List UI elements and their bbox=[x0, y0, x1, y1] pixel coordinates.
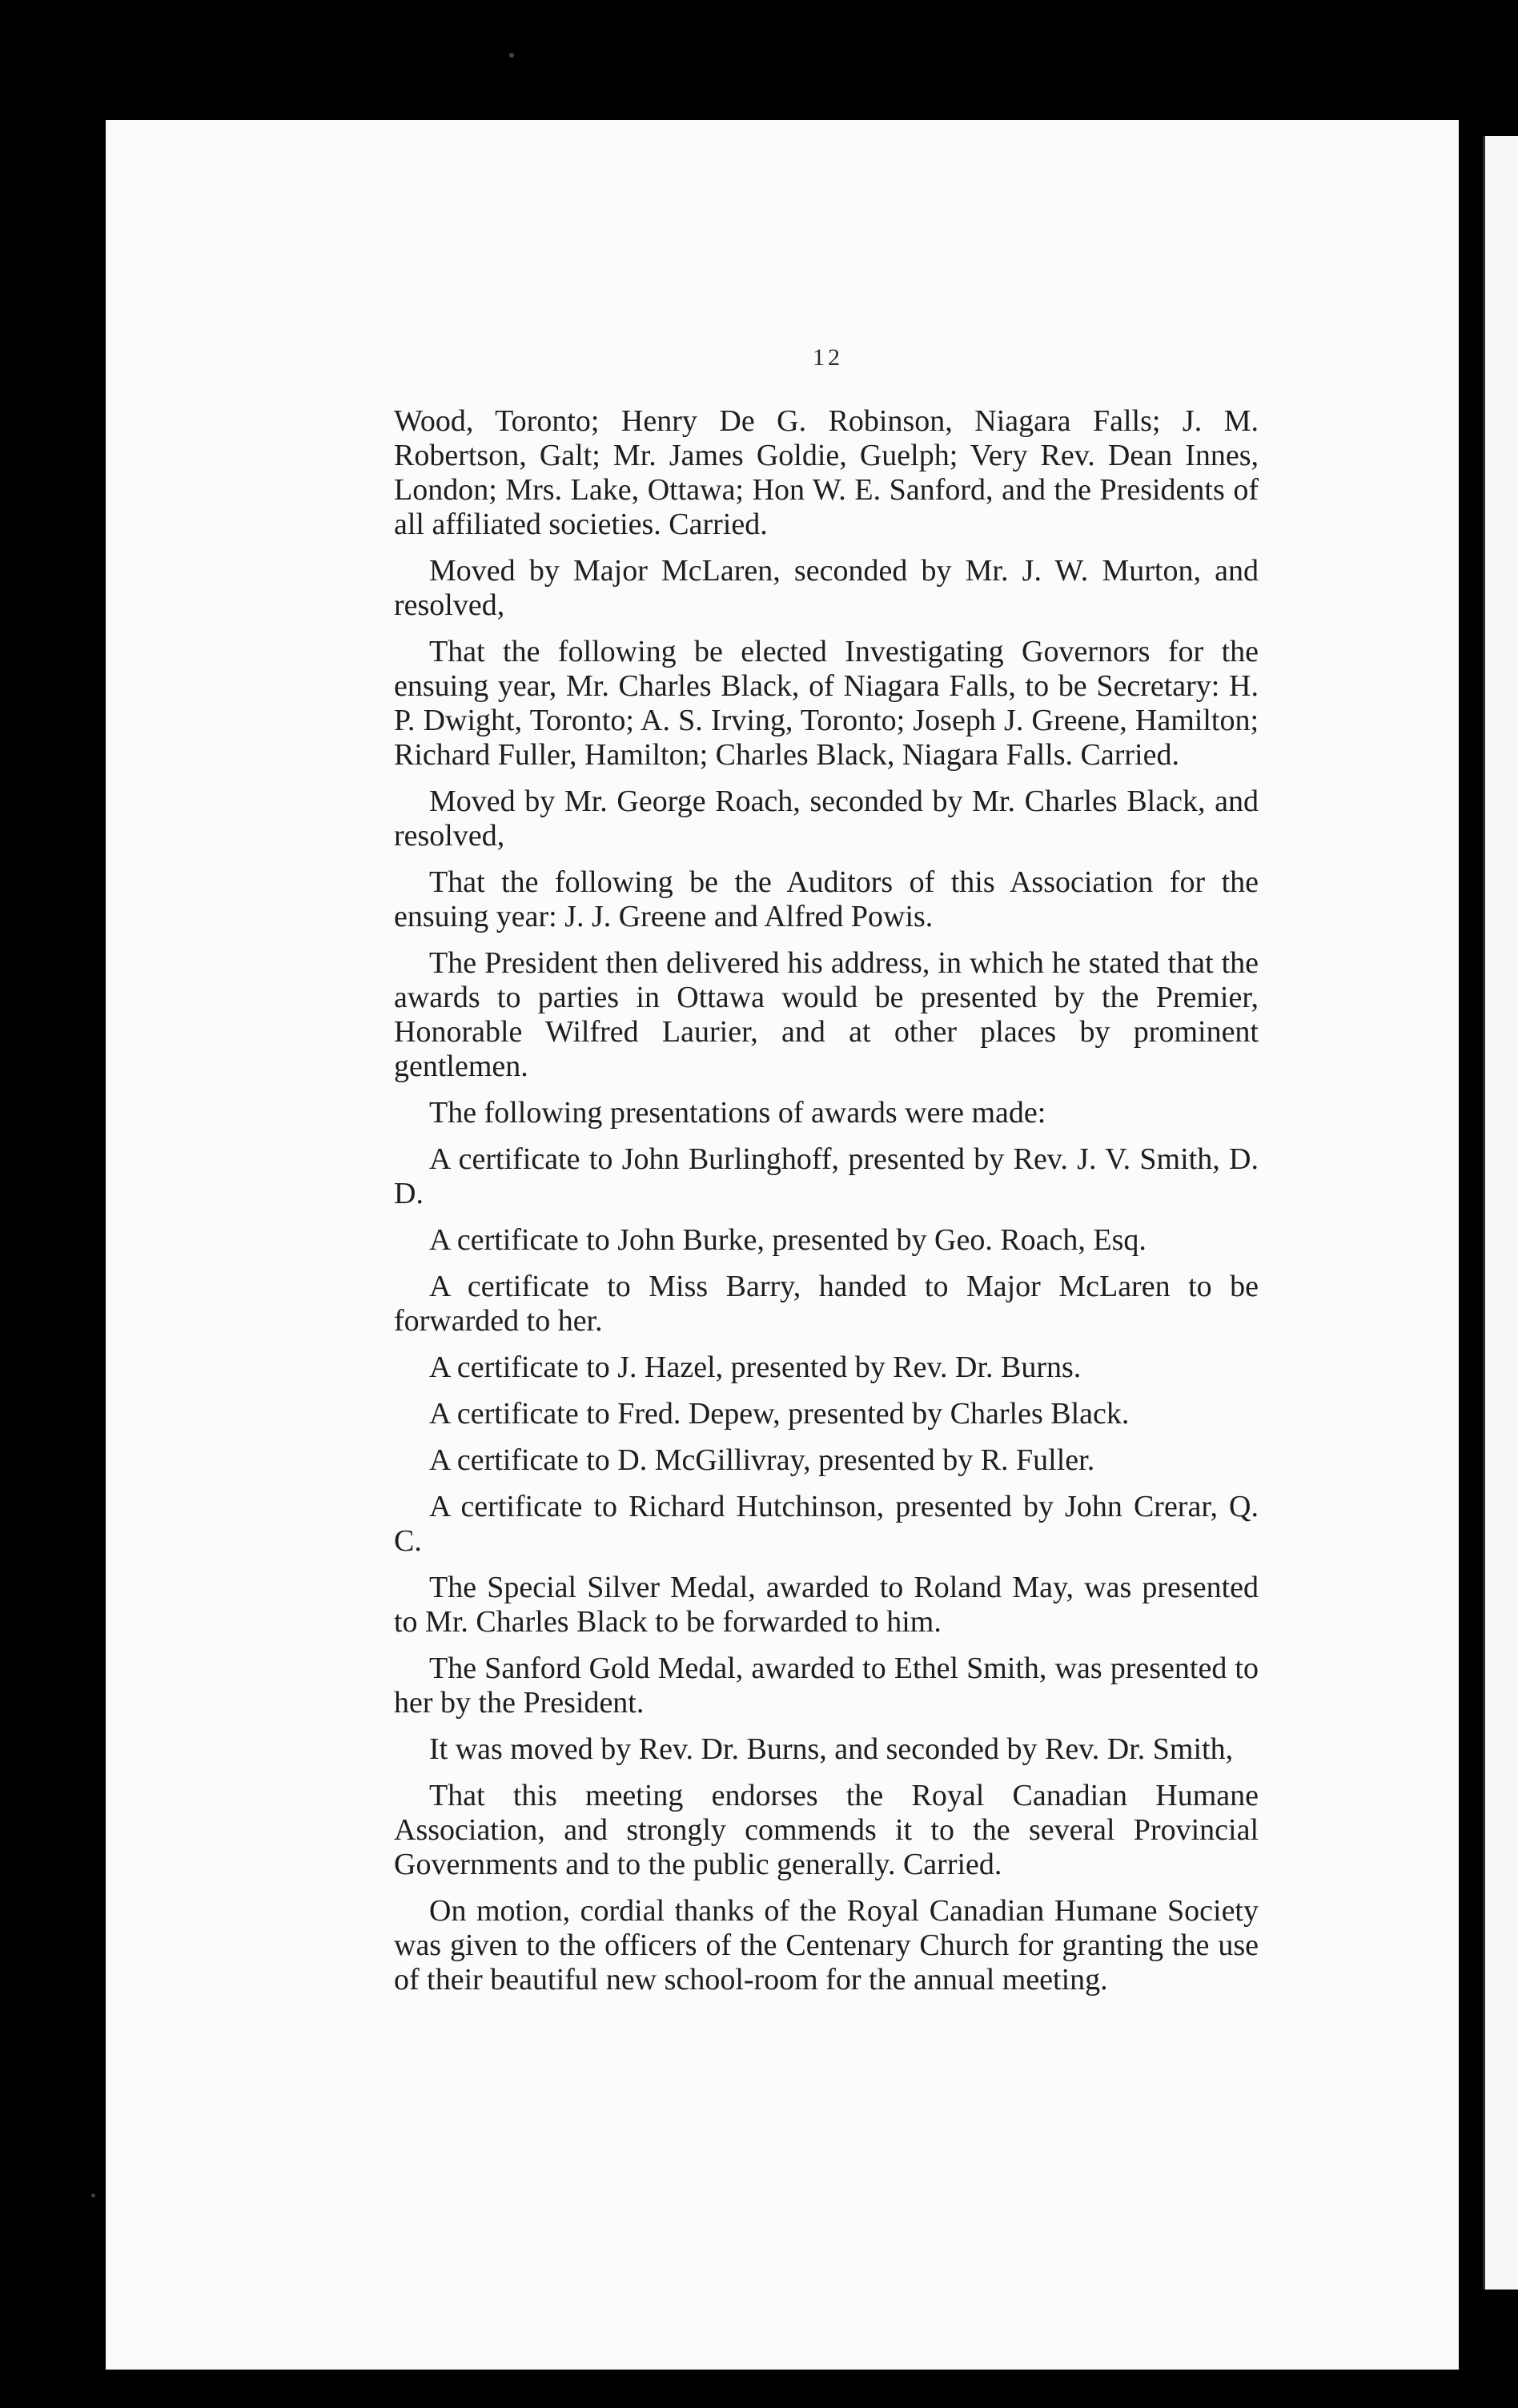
paragraph: A certificate to J. Hazel, presented by Rev. Dr. Burns. bbox=[429, 1350, 1082, 1384]
paragraph: That this meeting endorses the Royal Canadian Humane Association, and strongly commends it to the several Provincial Governments and to the public generally. Carried. bbox=[394, 1779, 1259, 1881]
page-number: 12 bbox=[813, 344, 843, 371]
paragraph: A certificate to John Burke, presented by Geo. Roach, Esq. bbox=[429, 1223, 1147, 1257]
paragraph: A certificate to John Burlinghoff, presented by Rev. J. V. Smith, D. D. bbox=[394, 1142, 1259, 1210]
scan-speck bbox=[509, 53, 514, 58]
paragraph: The following presentations of awards were made: bbox=[429, 1096, 1046, 1130]
paragraph: On motion, cordial thanks of the Royal Canadian Humane Society was given to the officers of the Centenary Church for granting the use of their beautiful new school-room for the annual meeting. bbox=[394, 1894, 1259, 1997]
paragraph: A certificate to Miss Barry, handed to Major McLaren to be forwarded to her. bbox=[394, 1270, 1259, 1338]
paragraph: A certificate to D. McGillivray, presented by R. Fuller. bbox=[429, 1443, 1095, 1477]
paragraph: It was moved by Rev. Dr. Burns, and seconded by Rev. Dr. Smith, bbox=[429, 1732, 1234, 1766]
scan-speck bbox=[91, 2193, 95, 2197]
paragraph: A certificate to Richard Hutchinson, presented by John Crerar, Q. C. bbox=[394, 1490, 1259, 1558]
paragraph: The Sanford Gold Medal, awarded to Ethel Smith, was presented to her by the President. bbox=[394, 1651, 1259, 1720]
paragraph: The Special Silver Medal, awarded to Roland May, was presented to Mr. Charles Black to be forwarded to him. bbox=[394, 1571, 1259, 1639]
paragraph: Moved by Major McLaren, seconded by Mr. J. W. Murton, and resolved, bbox=[394, 554, 1259, 622]
adjacent-page-edge bbox=[1483, 136, 1518, 2290]
body-text bbox=[394, 404, 1259, 2009]
paragraph: The President then delivered his address, in which he stated that the awards to parties in Ottawa would be presented by the Premier, Honorable Wilfred Laurier, and at other places by prominent gentlemen. bbox=[394, 946, 1259, 1083]
paragraph: Moved by Mr. George Roach, seconded by Mr. Charles Black, and resolved, bbox=[394, 785, 1259, 853]
paragraph: That the following be elected Investigating Governors for the ensuing year, Mr. Charles Black, of Niagara Falls, to be Secretary: H. P. Dwight, Toronto; A. S. Irving, Toronto; Joseph J. Greene, Hamilton; Richard Fuller, Hamilton; Charles Black, Niagara Falls. Carried. bbox=[394, 635, 1259, 772]
paragraph: That the following be the Auditors of this Association for the ensuing year: J. J. Greene and Alfred Powis. bbox=[394, 865, 1259, 933]
paragraph: Wood, Toronto; Henry De G. Robinson, Niagara Falls; J. M. Robertson, Galt; Mr. James Goldie, Guelph; Very Rev. Dean Innes, London; Mrs. Lake, Ottawa; Hon W. E. Sanford, and the Presidents of all affiliated societies. Carried. bbox=[394, 404, 1259, 541]
paragraph: A certificate to Fred. Depew, presented by Charles Black. bbox=[429, 1397, 1130, 1431]
